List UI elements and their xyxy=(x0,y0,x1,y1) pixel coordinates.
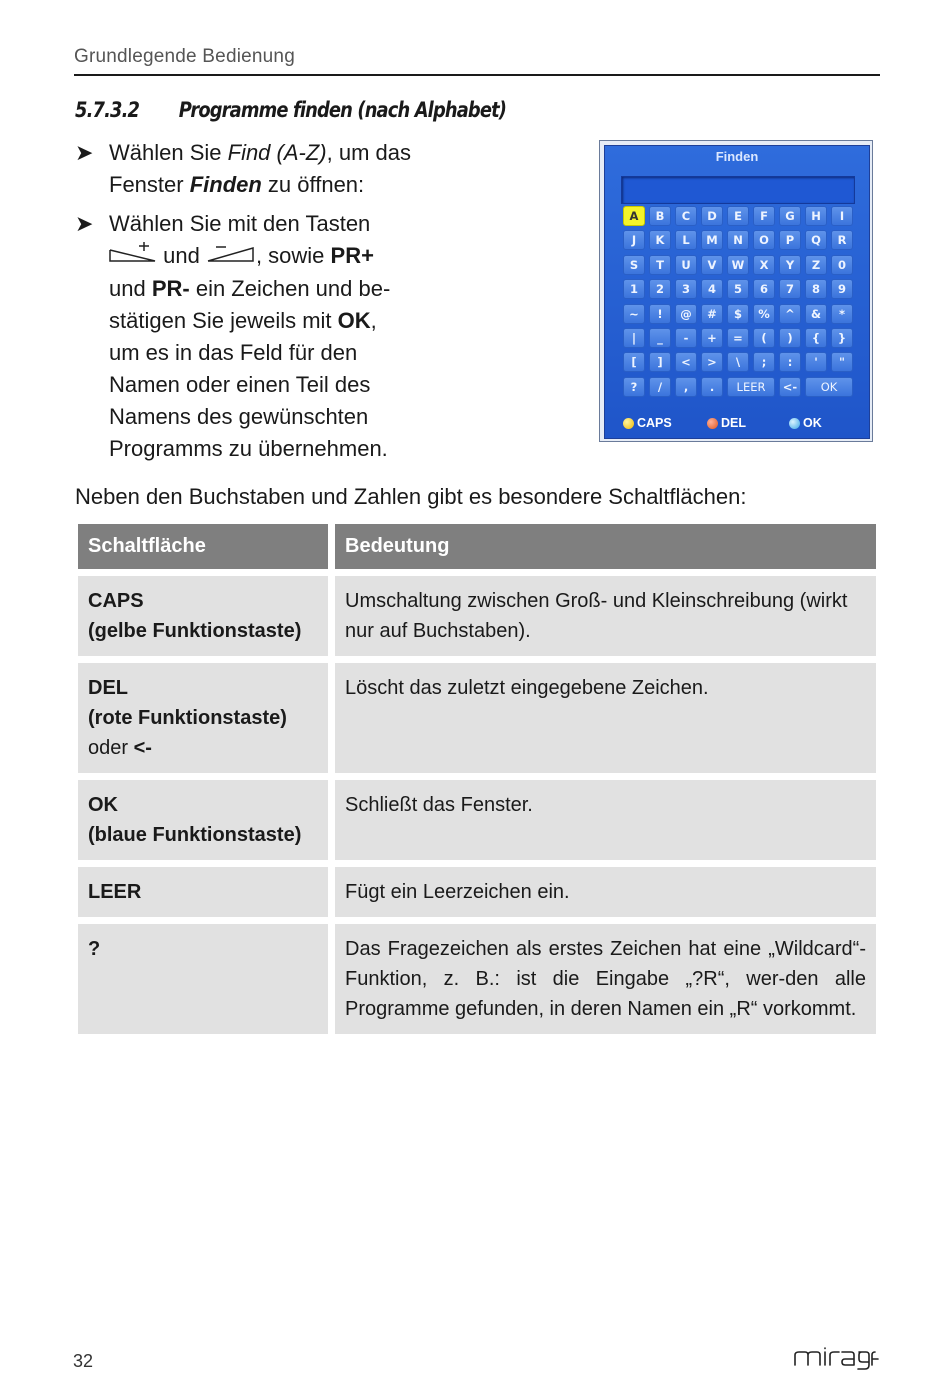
keyboard-key[interactable]: V xyxy=(701,255,723,275)
list-item: ➤ Wählen Sie mit den Tasten und , sowie PR+ und PR- ein Zeichen und be- stätigen Sie jeweils mit OK, um es in das Feld für den Namen oder einen Teil des Namens des gewünschten Programms zu übernehmen. xyxy=(75,208,495,465)
keyboard-row xyxy=(623,206,859,226)
key-period[interactable]: . xyxy=(701,377,723,397)
keyboard-key[interactable]: ~ xyxy=(623,304,645,324)
keyboard-key[interactable]: 3 xyxy=(675,279,697,299)
meaning-cell: Löscht das zuletzt eingegebene Zeichen. xyxy=(335,663,876,773)
del-legend: DEL xyxy=(707,416,746,430)
keyboard-key[interactable]: ! xyxy=(649,304,671,324)
section-title-text: Programme finden (nach Alphabet) xyxy=(178,98,507,122)
keyboard-key[interactable]: N xyxy=(727,230,749,250)
arrow-bullet-icon: ➤ xyxy=(75,211,94,236)
meaning-cell: Umschaltung zwischen Groß- und Kleinschreibung (wirkt nur auf Buchstaben). xyxy=(335,576,876,656)
button-cell: OK (blaue Funktionstaste) xyxy=(78,780,328,860)
window-title: Finden xyxy=(715,149,759,164)
keyboard-key[interactable]: O xyxy=(753,230,775,250)
keyboard-key[interactable]: [ xyxy=(623,352,645,372)
keyboard-key[interactable]: ] xyxy=(649,352,671,372)
table-row xyxy=(78,867,876,917)
ok-legend: OK xyxy=(789,416,822,430)
keyboard-key[interactable]: { xyxy=(805,328,827,348)
keyboard-key[interactable]: X xyxy=(753,255,775,275)
keyboard-key[interactable]: ( xyxy=(753,328,775,348)
keyboard-key[interactable]: P xyxy=(779,230,801,250)
header-schaltflaeche: Schaltfläche xyxy=(78,524,328,569)
keyboard-key[interactable]: > xyxy=(701,352,723,372)
keyboard-row xyxy=(623,304,859,324)
search-text-field[interactable] xyxy=(621,176,855,204)
keyboard-key[interactable]: A xyxy=(623,206,645,226)
keyboard-key[interactable]: B xyxy=(649,206,671,226)
keyboard-key[interactable]: 0 xyxy=(831,255,853,275)
keyboard-key[interactable]: + xyxy=(701,328,723,348)
arrow-bullet-icon: ➤ xyxy=(75,140,94,165)
keyboard-key[interactable]: 1 xyxy=(623,279,645,299)
keyboard-key[interactable]: H xyxy=(805,206,827,226)
table-row xyxy=(78,663,876,773)
keyboard-row xyxy=(623,255,859,275)
button-cell: DEL (rote Funktionstaste) oder <- xyxy=(78,663,328,773)
keyboard-key[interactable]: " xyxy=(831,352,853,372)
keyboard-key[interactable]: W xyxy=(727,255,749,275)
keyboard-key[interactable]: Q xyxy=(805,230,827,250)
keyboard-key[interactable]: L xyxy=(675,230,697,250)
keyboard-key[interactable]: 8 xyxy=(805,279,827,299)
keyboard-key[interactable]: I xyxy=(831,206,853,226)
key-question[interactable]: ? xyxy=(623,377,645,397)
keyboard-key[interactable]: K xyxy=(649,230,671,250)
special-buttons-table xyxy=(78,524,876,1041)
keyboard-last-row xyxy=(623,377,859,397)
keyboard-key[interactable]: % xyxy=(753,304,775,324)
keyboard-row xyxy=(623,328,859,348)
keyboard-key[interactable]: | xyxy=(623,328,645,348)
finden-screenshot xyxy=(599,140,873,442)
keyboard-key[interactable]: Y xyxy=(779,255,801,275)
keyboard-key[interactable]: - xyxy=(675,328,697,348)
keyboard-key[interactable]: J xyxy=(623,230,645,250)
key-slash[interactable]: / xyxy=(649,377,671,397)
table-row xyxy=(78,576,876,656)
meaning-cell: Fügt ein Leerzeichen ein. xyxy=(335,867,876,917)
keyboard-row xyxy=(623,279,859,299)
keyboard-key[interactable]: 6 xyxy=(753,279,775,299)
intro-paragraph: Neben den Buchstaben und Zahlen gibt es besondere Schaltflächen: xyxy=(75,484,747,509)
table-header-row xyxy=(78,524,876,569)
instruction-list xyxy=(75,137,495,472)
keyboard-key[interactable]: # xyxy=(701,304,723,324)
keyboard-key[interactable]: * xyxy=(831,304,853,324)
keyboard-key[interactable]: < xyxy=(675,352,697,372)
meaning-cell: Das Fragezeichen als erstes Zeichen hat eine „Wildcard“-Funktion, z. B.: ist die Eingabe „?R“, wer-den alle Programme gefunden, in deren Namen ein „R“ vorkommt. xyxy=(335,924,876,1034)
keyboard-key[interactable]: M xyxy=(701,230,723,250)
keyboard-key[interactable]: 2 xyxy=(649,279,671,299)
keyboard-key[interactable]: ' xyxy=(805,352,827,372)
keyboard-key[interactable]: ; xyxy=(753,352,775,372)
function-key-legend xyxy=(619,416,859,434)
keyboard-key[interactable]: Z xyxy=(805,255,827,275)
keyboard-key[interactable]: R xyxy=(831,230,853,250)
meaning-cell: Schließt das Fenster. xyxy=(335,780,876,860)
key-comma[interactable]: , xyxy=(675,377,697,397)
keyboard-key[interactable]: } xyxy=(831,328,853,348)
keyboard-key[interactable]: $ xyxy=(727,304,749,324)
list-item: ➤ Wählen Sie Find (A-Z), um das Fenster Finden zu öffnen: xyxy=(75,137,495,201)
keyboard-key[interactable]: T xyxy=(649,255,671,275)
on-screen-keyboard xyxy=(623,206,859,401)
keyboard-key[interactable]: & xyxy=(805,304,827,324)
volume-down-key-icon xyxy=(206,241,256,273)
keyboard-key[interactable]: C xyxy=(675,206,697,226)
caps-legend: CAPS xyxy=(623,416,672,430)
keyboard-key[interactable]: S xyxy=(623,255,645,275)
button-cell: ? xyxy=(78,924,328,1034)
keyboard-key[interactable]: @ xyxy=(675,304,697,324)
keyboard-row xyxy=(623,230,859,250)
button-cell: LEER xyxy=(78,867,328,917)
keyboard-key[interactable]: 4 xyxy=(701,279,723,299)
table-row xyxy=(78,780,876,860)
keyboard-key[interactable]: ) xyxy=(779,328,801,348)
key-backspace[interactable]: <- xyxy=(779,377,801,397)
page-number: 32 xyxy=(73,1351,94,1371)
table-row xyxy=(78,924,876,1034)
keyboard-key[interactable]: = xyxy=(727,328,749,348)
blue-dot-icon xyxy=(789,418,800,429)
keyboard-key[interactable]: D xyxy=(701,206,723,226)
keyboard-key[interactable]: 7 xyxy=(779,279,801,299)
key-leer[interactable]: LEER xyxy=(727,377,775,397)
header-bedeutung: Bedeutung xyxy=(335,524,876,569)
section-heading xyxy=(75,98,506,122)
keyboard-key[interactable]: F xyxy=(753,206,775,226)
yellow-dot-icon xyxy=(623,418,634,429)
keyboard-key[interactable]: \ xyxy=(727,352,749,372)
volume-up-key-icon xyxy=(109,241,157,273)
button-cell: CAPS (gelbe Funktionstaste) xyxy=(78,576,328,656)
keyboard-key[interactable]: ^ xyxy=(779,304,801,324)
red-dot-icon xyxy=(707,418,718,429)
mirage-logo xyxy=(793,1345,879,1371)
running-header: Grundlegende Bedienung xyxy=(74,46,880,76)
section-number: 5.7.3.2 xyxy=(75,98,140,122)
keyboard-key[interactable]: : xyxy=(779,352,801,372)
keyboard-key[interactable]: 5 xyxy=(727,279,749,299)
keyboard-row xyxy=(623,352,859,372)
keyboard-key[interactable]: _ xyxy=(649,328,671,348)
keyboard-key[interactable]: G xyxy=(779,206,801,226)
finden-window xyxy=(604,145,870,439)
keyboard-key[interactable]: 9 xyxy=(831,279,853,299)
key-ok[interactable]: OK xyxy=(805,377,853,397)
keyboard-key[interactable]: U xyxy=(675,255,697,275)
keyboard-key[interactable]: E xyxy=(727,206,749,226)
